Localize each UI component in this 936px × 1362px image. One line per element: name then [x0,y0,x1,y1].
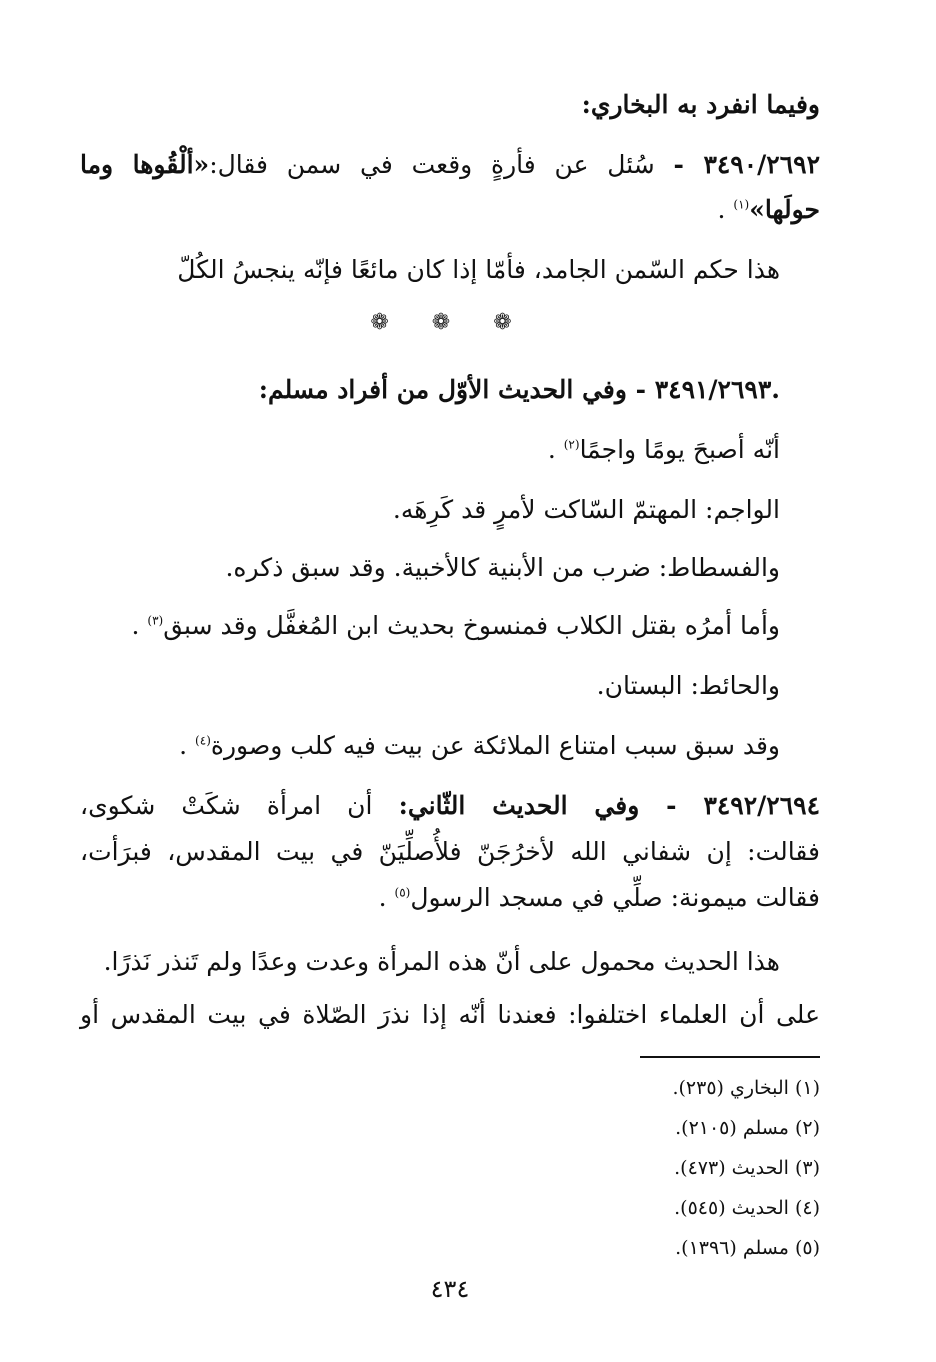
gloss-paragraph: والحائط: البستان. [596,671,780,700]
footnote-4: (٤) الحديث (٥٤٥). [674,1197,820,1219]
footnote-ref: (٢) [563,437,580,452]
footnote-2: (٢) مسلم (٢١٠٥). [675,1117,820,1139]
hadith-text: فقالت ميمونة: صلِّي في مسجد الرسول [410,883,820,912]
separator-ornament: ❁ ❁ ❁ [370,310,530,335]
gloss-paragraph [80,606,820,646]
hadith-2694-line2: فقالت: إن شفاني الله لأخرُجَنّ فلأُصلِّيَنّ في بيت المقدس، فبرَأت، [80,837,820,866]
page-number: ٤٣٤ [430,1275,470,1303]
hadith-2692-line1 [80,145,820,185]
gloss-text: وقد سبق سبب امتناع الملائكة عن بيت فيه كلب وصورة [210,731,780,760]
hadith-2692-line2 [80,190,820,230]
hadith-text: أنّه أصبحَ يومًا واجمًا [579,435,780,464]
hadith-number: ٣٤٩٢/٢٦٩٤ - وفي الحديث الثّاني: [398,791,820,820]
gloss-text: وأما أمرُه بقتل الكلاب فمنسوخ بحديث ابن المُغفَّل وقد سبق [163,611,780,640]
document-page [80,70,820,1320]
footnote-1: (١) البخاري (٢٣٥). [672,1077,820,1099]
punctuation: . [131,611,148,640]
hadith-quote: حولَها» [749,195,820,224]
hadith-quote: «ألْقُوها وما [80,150,210,179]
gloss-paragraph [80,726,820,766]
hadith-2694-line3 [80,878,820,918]
footnote-ref: (٣) [147,613,164,628]
hadith-text: سُئل عن فأرةٍ وقعت في سمن فقال: [209,150,674,179]
hadith-2694-line1 [80,786,820,826]
footnote-5: (٥) مسلم (١٣٩٦). [675,1237,820,1259]
hadith-number: ٣٤٩٠/٢٦٩٢ - [673,150,820,179]
footnote-ref: (١) [733,197,750,212]
gloss-paragraph: والفسطاط: ضرب من الأبنية كالأخبية. وقد سبق ذكره. [225,553,780,582]
punctuation: . [179,731,196,760]
footnote-divider [640,1056,820,1058]
footnote-ref: (٥) [394,885,411,900]
footnote-ref: (٤) [195,733,211,748]
footnote-3: (٣) الحديث (٤٧٣). [674,1157,820,1179]
hadith-2693-text [80,430,820,470]
punctuation: . [547,435,564,464]
section-heading: وفيما انفرد به البخاري: [581,90,820,119]
commentary-paragraph: هذا حكم السّمن الجامد، فأمّا إذا كان مائعًا فإنّه ينجسُ الكُلّ [177,255,780,284]
commentary-paragraph: هذا الحديث محمول على أنّ هذه المرأة وعدت وعدًا ولم تَنذر نَذرًا. [103,947,780,976]
gloss-paragraph: الواجم: المهتمّ السّاكت لأمرٍ قد كَرِهَه. [392,495,780,524]
punctuation: . [717,195,734,224]
commentary-paragraph: على أن العلماء اختلفوا: فعندنا أنّه إذا نذرَ الصّلاة في بيت المقدس أو [80,1000,820,1029]
punctuation: . [378,883,395,912]
hadith-text: أن امرأة شكَتْ شكوى، [80,791,399,820]
hadith-2693-heading: .٣٤٩١/٢٦٩٣ - وفي الحديث الأوّل من أفراد مسلم: [258,375,780,404]
